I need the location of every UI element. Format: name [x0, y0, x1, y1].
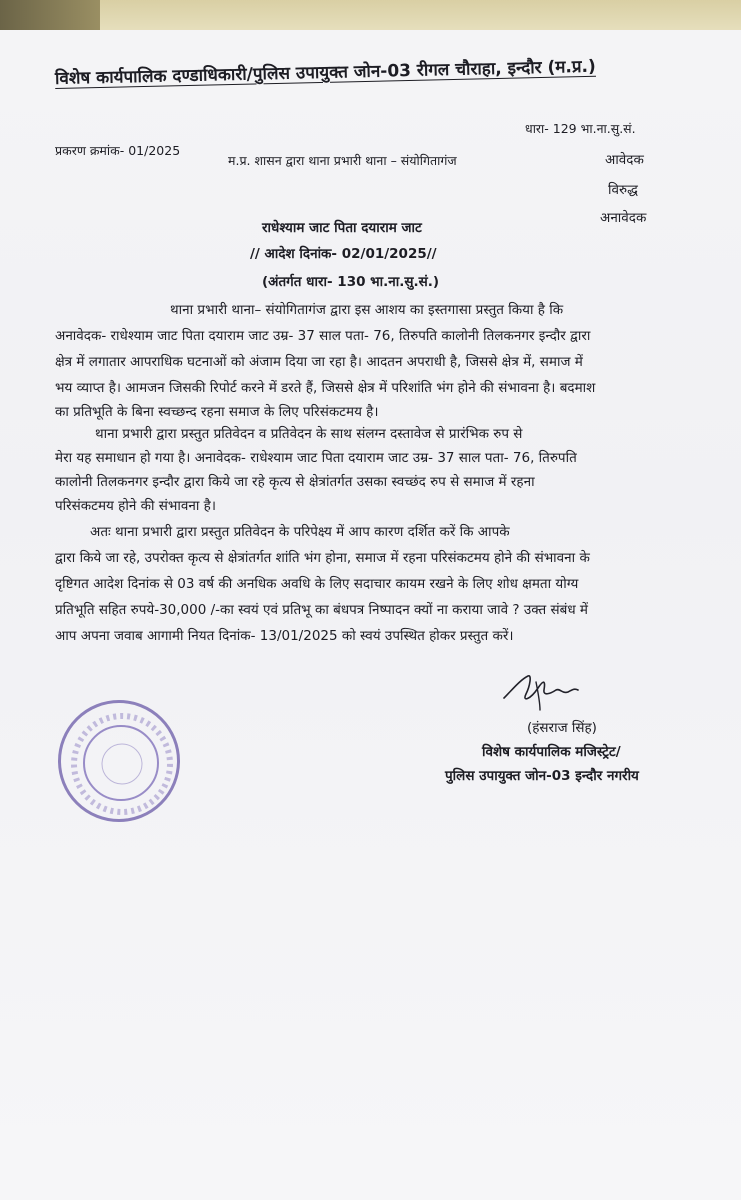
paragraph-3-line-2: द्वारा किये जा रहे, उपरोक्त कृत्य से क्षेत्रांतर्गत शांति भंग होना, समाज में रहना परिसंकटमय होने की संभावना के: [55, 550, 590, 566]
paragraph-1-line-1: थाना प्रभारी थाना– संयोगितागंज द्वारा इस आशय का इस्तगासा प्रस्तुत किया है कि: [170, 302, 564, 318]
paragraph-1-line-3: क्षेत्र में लगातार आपराधिक घटनाओं को अंजाम दिया जा रहा है। आदतन अपराधी है, जिससे क्षेत्र में, समाज में: [55, 354, 583, 370]
under-section: (अंतर्गत धारा- 130 भा.ना.सु.सं.): [262, 274, 440, 290]
case-number: प्रकरण क्रमांक- 01/2025: [55, 143, 181, 158]
paragraph-1-line-4: भय व्याप्त है। आमजन जिसकी रिपोर्ट करने में डरते हैं, जिससे क्षेत्र में परिशांति भंग होने की संभावना है। बदमाश: [55, 380, 596, 396]
paragraph-2-line-3: कालोनी तिलकनगर इन्दौर द्वारा किये जा रहे कृत्य से क्षेत्रांतर्गत उसका स्वच्छंद रुप से समाज में रहना: [55, 474, 535, 490]
signatory-name: (हंसराज सिंह): [527, 720, 597, 736]
versus-label: विरुद्ध: [608, 182, 638, 198]
applicant-role-label: आवेदक: [605, 152, 644, 168]
non-applicant-role-label: अनावेदक: [600, 210, 647, 226]
paragraph-2-line-2: मेरा यह समाधान हो गया है। अनावेदक- राधेश्याम जाट पिता दयाराम जाट उम्र- 37 साल पता- 76, तिरुपति: [55, 450, 577, 466]
seal-text-ring-icon: [61, 703, 183, 825]
signatory-title-line-2: पुलिस उपायुक्त जोन-03 इन्दौर नगरीय: [445, 768, 639, 784]
paragraph-3-line-1: अतः थाना प्रभारी द्वारा प्रस्तुत प्रतिवेदन के परिपेक्ष्य में आप कारण दर्शित करें कि आपके: [90, 524, 510, 540]
signatory-title-line-1: विशेष कार्यपालिक मजिस्ट्रेट/: [482, 744, 621, 760]
order-date: // आदेश दिनांक- 02/01/2025//: [250, 246, 437, 262]
respondent-name: राधेश्याम जाट पिता दयाराम जाट: [262, 220, 422, 236]
legal-section: धारा- 129 भा.ना.सु.सं.: [525, 121, 636, 136]
paragraph-3-line-3: दृष्टिगत आदेश दिनांक से 03 वर्ष की अनधिक अवधि के लिए सदाचार कायम रखने के लिए शोध क्षमता योग्य: [55, 576, 579, 592]
paragraph-1-line-5: का प्रतिभूति के बिना स्वच्छन्द रहना समाज के लिए परिसंकटमय है।: [55, 404, 379, 420]
official-seal-stamp: [58, 700, 180, 822]
paragraph-2-line-1: थाना प्रभारी द्वारा प्रस्तुत प्रतिवेदन व प्रतिवेदन के साथ संलग्न दस्तावेज से प्रारंभिक रुप से: [95, 426, 523, 442]
paragraph-3-line-5: आप अपना जवाब आगामी नियत दिनांक- 13/01/2025 को स्वयं उपस्थित होकर प्रस्तुत करें।: [55, 628, 514, 644]
office-header-title: विशेष कार्यपालिक दण्डाधिकारी/पुलिस उपायुक्त जोन-03 रीगल चौराहा, इन्दौर (म.प्र.): [54, 56, 597, 89]
signature-icon: [500, 668, 590, 718]
applicant-line: म.प्र. शासन द्वारा थाना प्रभारी थाना – संयोगितागंज: [228, 153, 457, 168]
paragraph-1-line-2: अनावेदक- राधेश्याम जाट पिता दयाराम जाट उम्र- 37 साल पता- 76, तिरुपति कालोनी तिलकनगर इन्दौर द्वारा: [55, 328, 591, 344]
paragraph-2-line-4: परिसंकटमय होने की संभावना है।: [55, 498, 216, 514]
paragraph-3-line-4: प्रतिभूति सहित रुपये-30,000 /-का स्वयं एवं प्रतिभू का बंधपत्र निष्पादन क्यों ना कराया जावे ? उक्त संबंध में: [55, 602, 589, 618]
